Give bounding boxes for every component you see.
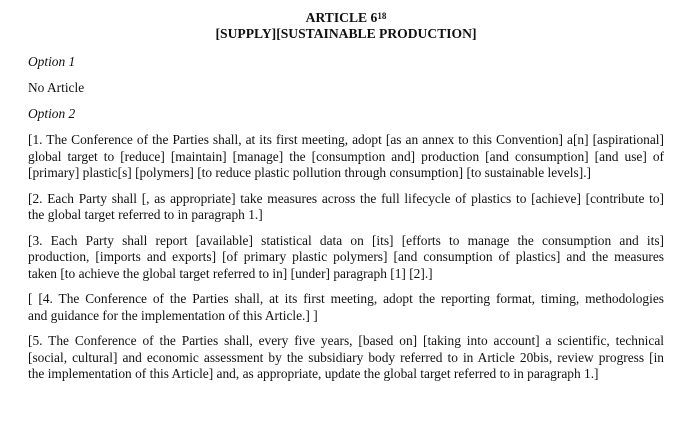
option-2-label: Option 2 — [28, 106, 76, 121]
paragraph-4 — [28, 291, 664, 324]
option-1-text: No Article — [28, 80, 85, 95]
article-title: ARTICLE 6 — [305, 10, 378, 25]
document-page — [28, 10, 664, 383]
paragraph-line: the implementation of this Article] and, as appropriate, update the global target referred to in paragraph 1.] — [28, 366, 599, 381]
footnote-reference[interactable]: 18 — [377, 11, 387, 21]
paragraph-line: global target to [reduce] [maintain] [manage] the [consumption and] production [and consumption] [and use] of — [28, 148, 664, 164]
paragraph-2 — [28, 191, 664, 224]
paragraph-line: production, [imports and exports] [of primary plastic polymers] [and consumption of plastics] and the measures — [28, 249, 664, 264]
paragraph-line: [primary] plastic[s] [polymers] [to reduce plastic pollution through consumption] [to sustainable levels].] — [28, 165, 592, 180]
paragraph-1 — [28, 132, 664, 182]
article-heading — [28, 10, 664, 26]
paragraph-line: taken [to achieve the global target referred to in] [under] paragraph [1] [2].] — [28, 265, 433, 281]
paragraph-5 — [28, 333, 664, 383]
article-subtitle: [SUPPLY][SUSTAINABLE PRODUCTION] — [215, 26, 477, 41]
paragraph-line: [2. Each Party shall [, as appropriate] take measures across the full lifecycle of plastics to [achieve] [contribute to] — [28, 190, 664, 206]
paragraph-line: [5. The Conference of the Parties shall, every five years, [based on] [taking into account] a scientific, technical — [28, 333, 664, 348]
paragraph-line: [ [4. The Conference of the Parties shall, at its first meeting, adopt the reporting format, timing, methodologies — [28, 291, 664, 306]
paragraph-3 — [28, 233, 664, 283]
paragraph-line: [social, cultural] and economic assessment by the subsidiary body referred to in Article 20bis, review progress [in — [28, 349, 664, 365]
paragraph-line: [3. Each Party shall report [available] statistical data on [its] [efforts to manage the consumption and its] — [28, 232, 664, 248]
paragraph-line: and guidance for the implementation of this Article.] ] — [28, 307, 318, 323]
option-1-label: Option 1 — [28, 54, 76, 69]
paragraph-line: [1. The Conference of the Parties shall, at its first meeting, adopt [as an annex to this Convention] a[n] [aspirational] — [28, 132, 664, 147]
paragraph-line: the global target referred to in paragraph 1.] — [28, 207, 263, 222]
